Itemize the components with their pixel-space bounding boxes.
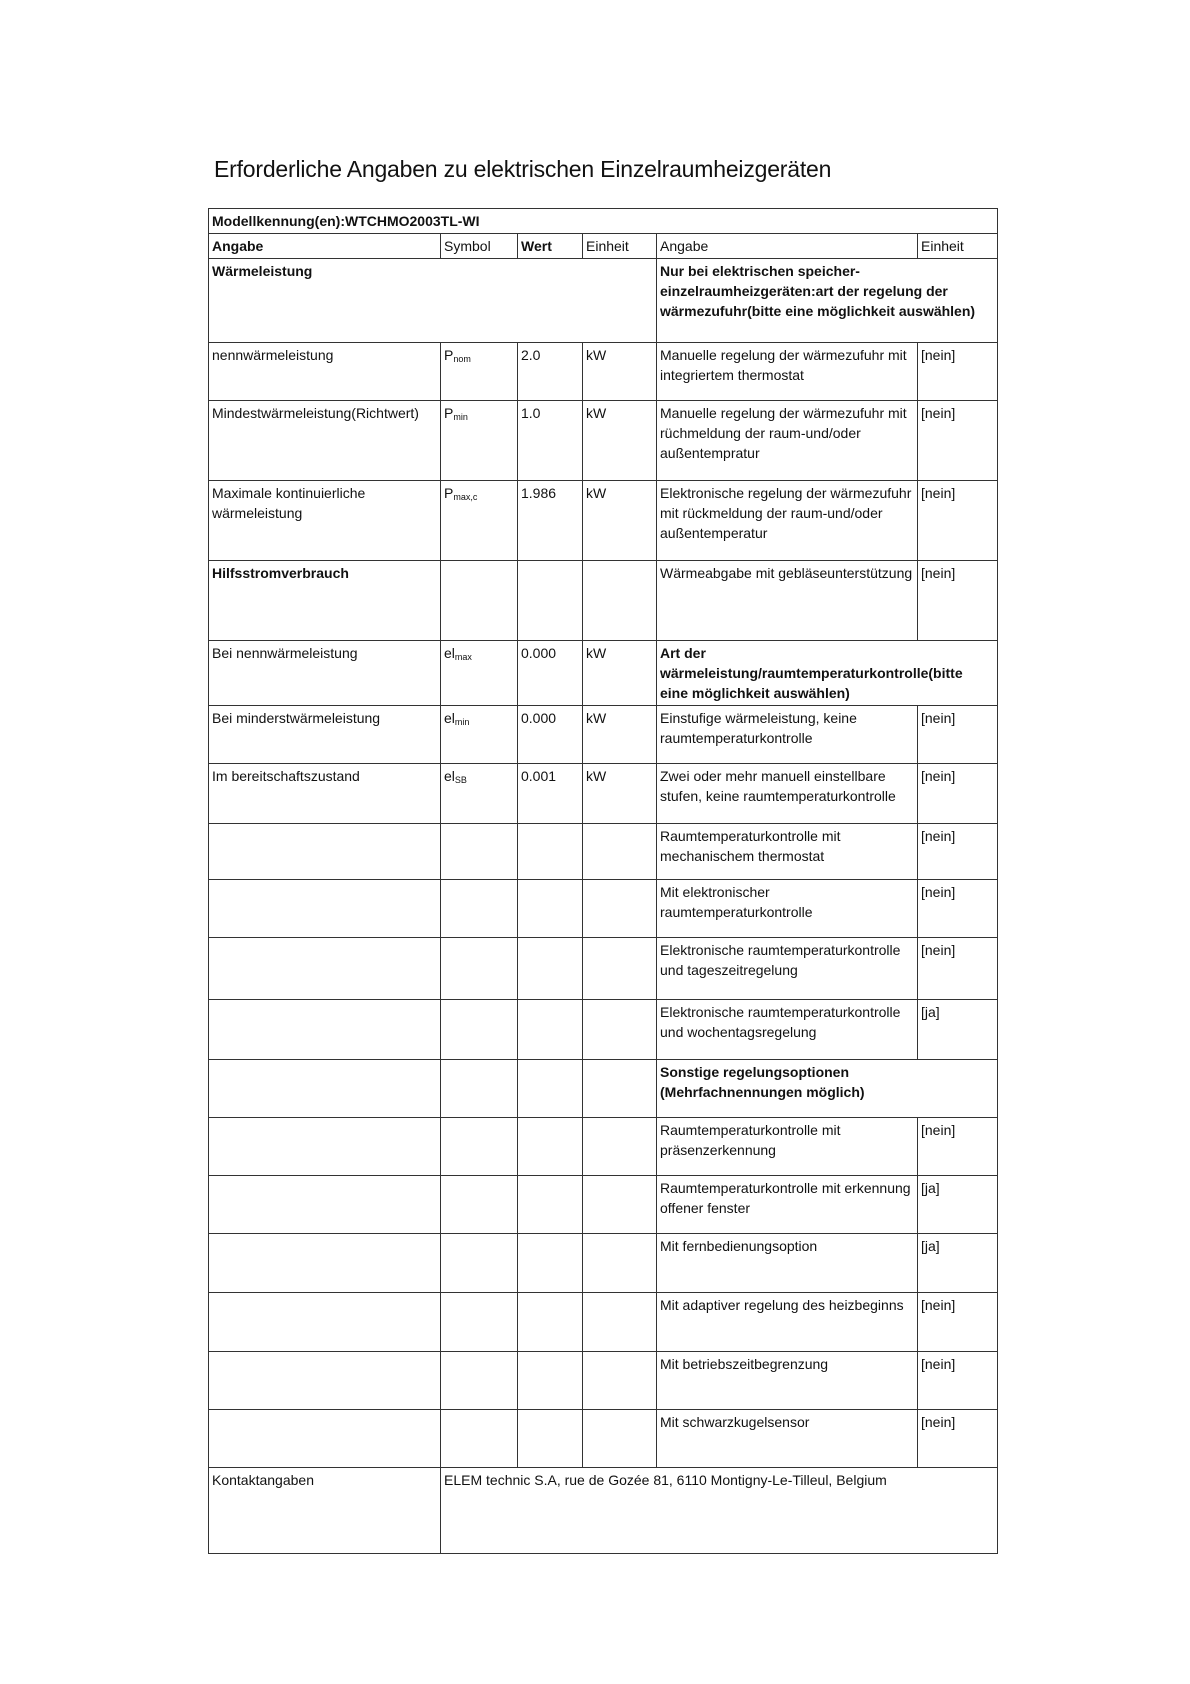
contact-value: ELEM technic S.A, rue de Gozée 81, 6110 Montigny-Le-Tilleul, Belgium <box>441 1468 998 1554</box>
contact-label: Kontaktangaben <box>209 1468 441 1554</box>
row-value: 2.0 <box>518 343 583 401</box>
option-label: Zwei oder mehr manuell einstellbare stufen, keine raumtemperaturkontrolle <box>657 764 918 824</box>
option-label: Raumtemperaturkontrolle mit präsenzerkennung <box>657 1118 918 1176</box>
option-value: [ja] <box>918 1234 998 1293</box>
option-label: Mit elektronischer raumtemperaturkontrolle <box>657 880 918 938</box>
option-label: Mit betriebszeitbegrenzung <box>657 1352 918 1410</box>
row-value: 0.000 <box>518 706 583 764</box>
row-symbol: $P_{nom}$ <box>441 343 518 401</box>
header-einheit-right: Einheit <box>918 234 998 259</box>
table-row <box>209 1234 998 1293</box>
table-row <box>209 1293 998 1352</box>
model-row <box>209 209 998 234</box>
header-angabe: Angabe <box>209 234 441 259</box>
section-hilfsstrom: Hilfsstromverbrauch <box>209 561 441 641</box>
section-row <box>209 1060 998 1118</box>
option-value: [nein] <box>918 824 998 880</box>
option-label: Mit schwarzkugelsensor <box>657 1410 918 1468</box>
row-label: nennwärmeleistung <box>209 343 441 401</box>
option-value: [nein] <box>918 1118 998 1176</box>
option-value: [nein] <box>918 706 998 764</box>
option-value: [nein] <box>918 1352 998 1410</box>
section-speicher-heading: Nur bei elektrischen speicher-einzelraumheizgeräten:art der regelung der wärmezufuhr(bitte eine möglichkeit auswählen) <box>657 259 998 343</box>
row-value: 1.0 <box>518 401 583 481</box>
option-label: Elektronische raumtemperaturkontrolle und wochentagsregelung <box>657 1000 918 1060</box>
row-label: Maximale kontinuierliche wärmeleistung <box>209 481 441 561</box>
header-angabe-right: Angabe <box>657 234 918 259</box>
option-label: Mit adaptiver regelung des heizbeginns <box>657 1293 918 1352</box>
row-symbol: $el_{min}$ <box>441 706 518 764</box>
row-unit: kW <box>583 764 657 824</box>
row-symbol: $el_{SB}$ <box>441 764 518 824</box>
row-unit: kW <box>583 401 657 481</box>
page-title: Erforderliche Angaben zu elektrischen Einzelraumheizgeräten <box>214 156 832 182</box>
table-row <box>209 1352 998 1410</box>
specification-table <box>208 208 998 1554</box>
contact-row <box>209 1468 998 1554</box>
row-value: 0.000 <box>518 641 583 706</box>
option-label: Elektronische regelung der wärmezufuhr mit rückmeldung der raum-und/oder außentemperatur <box>657 481 918 561</box>
option-label: Raumtemperaturkontrolle mit erkennung offener fenster <box>657 1176 918 1234</box>
table-row <box>209 824 998 880</box>
table-row <box>209 880 998 938</box>
header-wert: Wert <box>518 234 583 259</box>
table-row <box>209 706 998 764</box>
section-art-heading: Art der wärmeleistung/raumtemperaturkontrolle(bitte eine möglichkeit auswählen) <box>657 641 998 706</box>
row-label: Bei minderstwärmeleistung <box>209 706 441 764</box>
option-value: [ja] <box>918 1176 998 1234</box>
header-einheit: Einheit <box>583 234 657 259</box>
row-symbol: $P_{max,c}$ <box>441 481 518 561</box>
option-value: [nein] <box>918 481 998 561</box>
row-label: Im bereitschaftszustand <box>209 764 441 824</box>
option-value: [nein] <box>918 764 998 824</box>
option-value: [ja] <box>918 1000 998 1060</box>
row-symbol: $el_{max}$ <box>441 641 518 706</box>
option-value: [nein] <box>918 1293 998 1352</box>
option-label: Manuelle regelung der wärmezufuhr mit integriertem thermostat <box>657 343 918 401</box>
option-value: [nein] <box>918 343 998 401</box>
option-value: [nein] <box>918 401 998 481</box>
table-row <box>209 1410 998 1468</box>
option-label: Elektronische raumtemperaturkontrolle und tageszeitregelung <box>657 938 918 1000</box>
row-value: 1.986 <box>518 481 583 561</box>
section-sonstige-heading: Sonstige regelungsoptionen (Mehrfachnennungen möglich) <box>657 1060 998 1118</box>
row-label: Bei nennwärmeleistung <box>209 641 441 706</box>
row-symbol: $P_{min}$ <box>441 401 518 481</box>
table-row <box>209 401 998 481</box>
table-row <box>209 764 998 824</box>
row-unit: kW <box>583 343 657 401</box>
row-unit: kW <box>583 641 657 706</box>
table-row <box>209 1176 998 1234</box>
table-row <box>209 641 998 706</box>
option-label: Raumtemperaturkontrolle mit mechanischem thermostat <box>657 824 918 880</box>
model-id: Modellkennung(en):WTCHMO2003TL-WI <box>209 209 998 234</box>
table-row <box>209 343 998 401</box>
option-value: [nein] <box>918 1410 998 1468</box>
row-unit: kW <box>583 481 657 561</box>
table-row <box>209 1118 998 1176</box>
header-symbol: Symbol <box>441 234 518 259</box>
section-waermeleistung: Wärmeleistung <box>209 259 657 343</box>
option-value: [nein] <box>918 561 998 641</box>
section-row <box>209 561 998 641</box>
option-label: Wärmeabgabe mit gebläseunterstützung <box>657 561 918 641</box>
row-unit: kW <box>583 706 657 764</box>
option-value: [nein] <box>918 938 998 1000</box>
option-label: Mit fernbedienungsoption <box>657 1234 918 1293</box>
option-label: Einstufige wärmeleistung, keine raumtemperaturkontrolle <box>657 706 918 764</box>
header-row <box>209 234 998 259</box>
section-row <box>209 259 998 343</box>
option-value: [nein] <box>918 880 998 938</box>
option-label: Manuelle regelung der wärmezufuhr mit rüchmeldung der raum-und/oder außentempratur <box>657 401 918 481</box>
row-label: Mindestwärmeleistung(Richtwert) <box>209 401 441 481</box>
row-value: 0.001 <box>518 764 583 824</box>
table-row <box>209 1000 998 1060</box>
table-row <box>209 938 998 1000</box>
table-row <box>209 481 998 561</box>
